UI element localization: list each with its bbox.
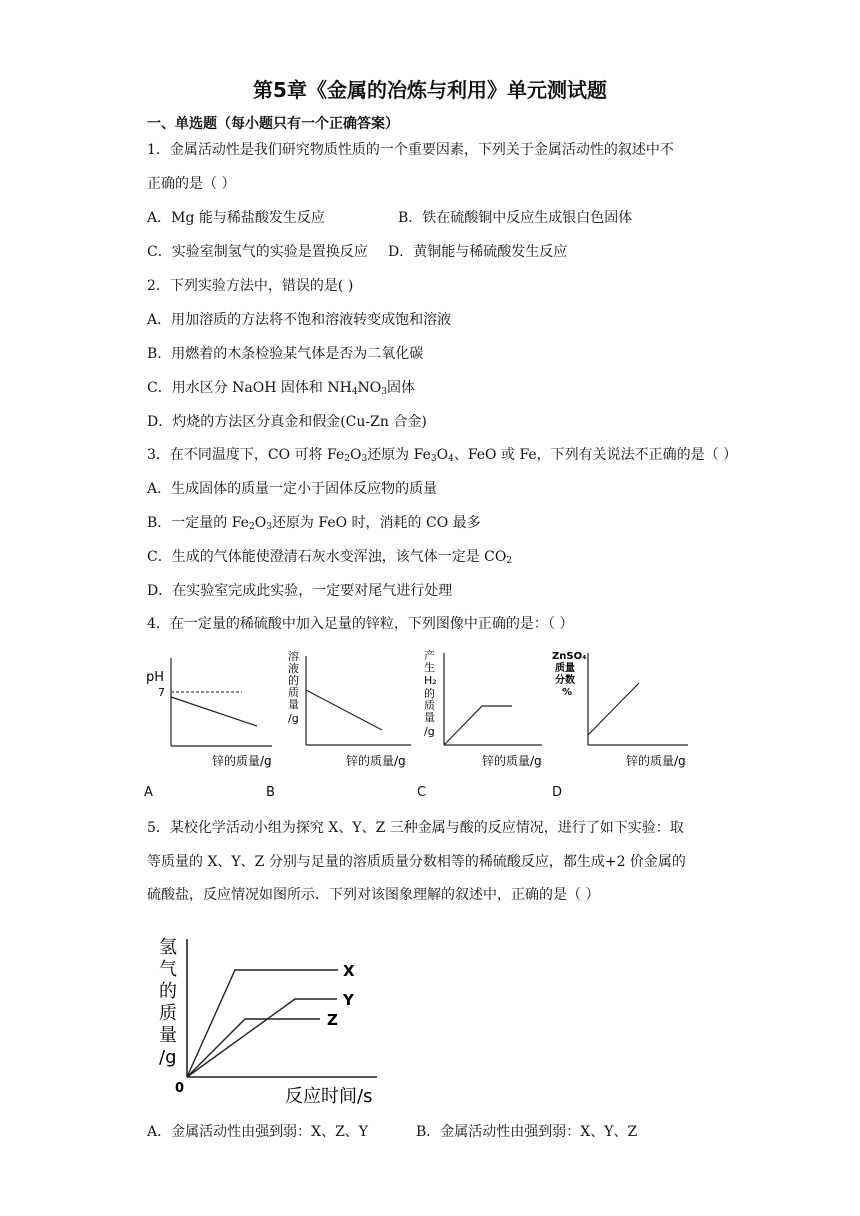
q3-stem: 3．在不同温度下，CO 可将 $Fe_2O_3$还原为 $Fe_3O_4$、FeO 或 Fe，下列有关说法不正确的是（ ） [147,447,738,464]
q2-option-b: B．用燃着的木条检验某气体是否为二氧化碳 [147,346,424,362]
q2-option-a: A．用加溶质的方法将不饱和溶液转变成饱和溶液 [147,312,452,328]
q5-stem-line1: 5．某校化学活动小组为探究 X、Y、Z 三种金属与酸的反应情况，进行了如下实验：取 [147,820,684,836]
q2-option-c: C．用水区分 NaOH 固体和 $NH_4NO_3$固体 [147,380,416,397]
q5-graph-origin: 0 [175,1081,185,1096]
page-title: 第5章《金属的冶炼与利用》单元测试题 [253,78,607,102]
q5-stem-line2: 等质量的 X、Y、Z 分别与足量的溶质质量分数相等的稀硫酸反应，都生成+2 价金属的 [147,854,686,870]
section-heading: 一、单选题（每小题只有一个正确答案） [147,116,399,132]
graph-b-xlabel: 锌的质量/g [346,754,406,768]
graph-a-curve [171,697,257,726]
q5-series-x-label: X [343,962,355,980]
svg-text:/g: /g [424,725,435,738]
q4-graph-a-letter: A [144,785,153,800]
svg-text:气: 气 [159,959,177,980]
svg-text:ZnSO₄: ZnSO₄ [552,651,587,662]
q5-option-a: A．金属活动性由强到弱：X、Z、Y [147,1124,369,1140]
graph-c-xlabel: 锌的质量/g [482,754,542,768]
q4-graph-d-letter: D [552,785,563,800]
svg-text:量: 量 [424,711,435,724]
q4-graph-c-letter: C [417,785,427,800]
q5-graph-ylabel [159,937,177,1068]
graph-a-xlabel: 锌的质量/g [212,754,272,768]
graph-b-curve [306,690,382,730]
graph-d-ylabel [552,651,586,698]
graph-a-tick-7: 7 [158,686,165,699]
q5-series-z-line [187,1019,320,1077]
svg-text:质: 质 [424,699,435,712]
q3-option-c: C．生成的气体能使澄清石灰水变浑浊，该气体一定是 $CO_2$ [147,549,513,566]
q5-graph-xlabel: 反应时间/s [285,1086,373,1107]
q4-graph-b [283,648,418,775]
graph-b-ylabel [288,649,299,725]
q4-graph-b-letter: B [266,785,275,800]
q1-option-b: B．铁在硫酸铜中反应生成银白色固体 [398,210,633,226]
graph-c-curve [444,706,512,745]
q4-graph-c [420,647,550,775]
graph-d-curve [588,683,639,735]
q5-graph [155,925,395,1115]
svg-text:/g: /g [288,712,299,725]
svg-text:分数: 分数 [555,675,575,686]
svg-text:量: 量 [159,1025,177,1046]
q3-option-a: A．生成固体的质量一定小于固体反应物的质量 [147,481,438,497]
q1-option-c: C．实验室制氢气的实验是置换反应 [147,244,368,260]
svg-text:氢: 氢 [159,937,177,958]
svg-text:H₂: H₂ [424,674,437,687]
q1-stem-line2: 正确的是（ ） [147,176,236,192]
q1-option-d: D．黄铜能与稀硫酸发生反应 [388,244,568,260]
svg-text:产: 产 [424,649,435,662]
q4-graph-a [140,650,280,775]
svg-text:的: 的 [424,687,435,700]
svg-text:量: 量 [288,698,299,711]
q1-stem-line1: 1．金属活动性是我们研究物质性质的一个重要因素，下列关于金属活动性的叙述中不 [147,142,674,158]
svg-text:质: 质 [288,686,299,699]
svg-text:/g: /g [159,1047,177,1068]
q5-option-b: B．金属活动性由强到弱：X、Y、Z [416,1124,638,1140]
q2-option-d: D．灼烧的方法区分真金和假金(Cu-Zn 合金) [147,414,427,430]
graph-c-ylabel [424,648,437,738]
svg-text:生: 生 [424,661,435,674]
svg-text:液: 液 [288,662,299,675]
svg-text:的: 的 [288,674,299,687]
svg-text:质量: 质量 [555,663,575,674]
graph-a-ylabel: pH [146,670,165,685]
q1-option-a: A．Mg 能与稀盐酸发生反应 [147,210,325,226]
q3-option-d: D．在实验室完成此实验，一定要对尾气进行处理 [147,583,453,599]
q5-series-y-line [187,999,337,1077]
q2-stem: 2．下列实验方法中，错误的是( ) [147,278,354,294]
q3-option-b: B．一定量的 $Fe_2O_3$还原为 FeO 时，消耗的 CO 最多 [147,515,481,532]
graph-d-xlabel: 锌的质量/g [626,754,686,768]
q4-graph-d [550,647,695,775]
svg-text:%: % [562,687,573,698]
q4-stem: 4．在一定量的稀硫酸中加入足量的锌粒，下列图像中正确的是：（ ） [147,616,574,632]
svg-text:的: 的 [159,981,177,1002]
q5-series-z-label: Z [327,1011,338,1029]
q5-stem-line3: 硫酸盐，反应情况如图所示．下列对该图象理解的叙述中，正确的是（ ） [147,887,600,903]
q5-series-y-label: Y [343,991,354,1009]
svg-text:质: 质 [159,1003,177,1024]
svg-text:溶: 溶 [288,650,299,663]
